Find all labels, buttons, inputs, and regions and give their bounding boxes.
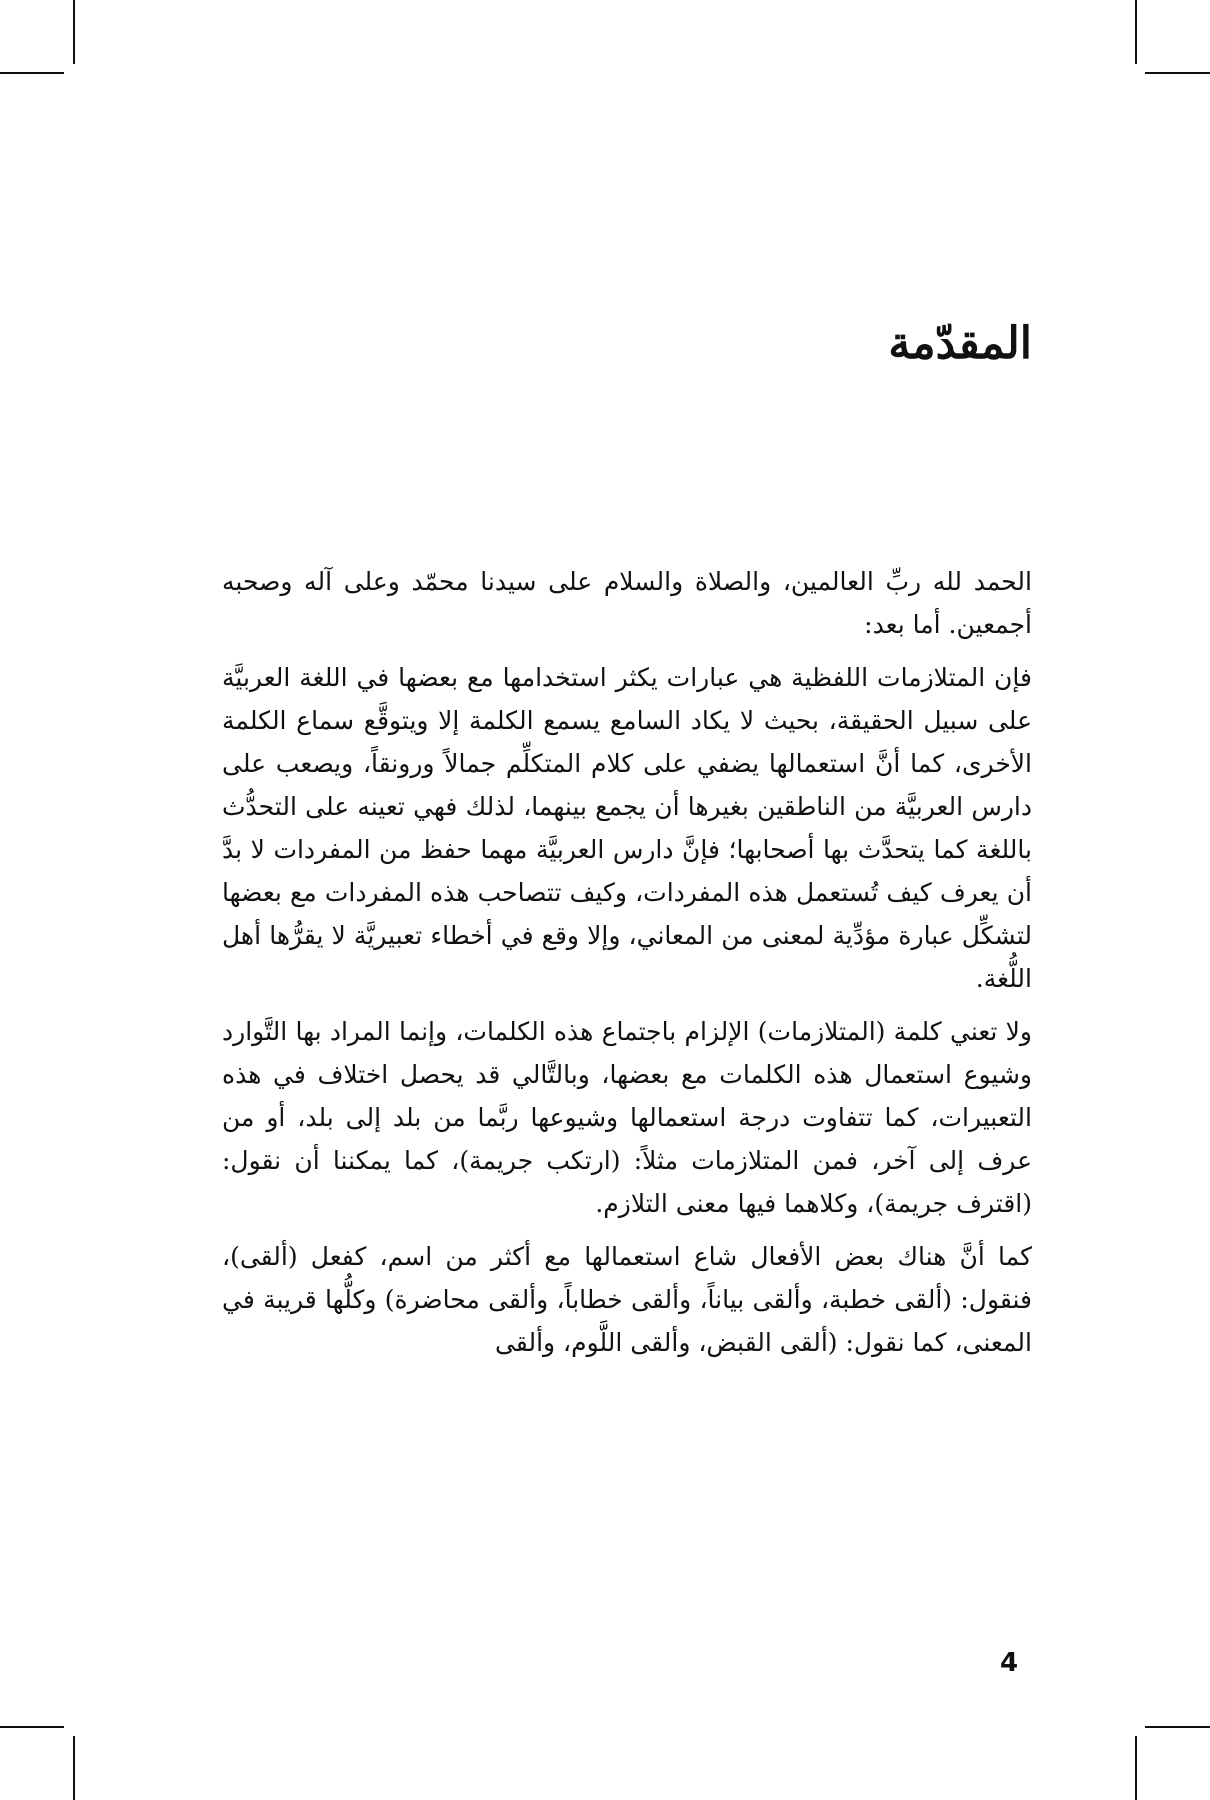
paragraph-examples: كما أنَّ هناك بعض الأفعال شاع استعمالها مع أكثر من اسم، كفعل (ألقى)، فنقول: (ألقى خطبة، وألقى بياناً، وألقى خطاباً، وألقى محاضرة) وكلُّها قريبة في المعنى، كما نقول: (ألقى القبض، وألقى اللَّوم، وألقى [222,1242,1032,1357]
crop-mark-top-right-horizontal [1145,72,1210,74]
paragraph-opening: الحمد لله ربِّ العالمين، والصلاة والسلام على سيدنا محمّد وعلى آله وصحبه أجمعين. أما بعد: [222,567,1032,639]
crop-mark-bottom-left-horizontal [0,1726,64,1728]
book-page [222,0,1032,1800]
crop-mark-top-right-vertical [1135,0,1137,64]
crop-mark-bottom-right-horizontal [1145,1726,1210,1728]
crop-mark-bottom-left-vertical [73,1736,75,1800]
chapter-title: المقدّمة [888,318,1032,369]
paragraph-meaning: ولا تعني كلمة (المتلازمات) الإلزام باجتماع هذه الكلمات، وإنما المراد بها التَّوارد وشيوع استعمال هذه الكلمات مع بعضها، وبالتَّالي قد يحصل اختلاف في هذه التعبيرات، كما تتفاوت درجة استعمالها وشيوعها ربَّما من بلد إلى بلد، أو من عرف إلى آخر، فمن المتلازمات مثلاً: (ارتكب جريمة)، كما يمكننا أن نقول: (اقترف جريمة)، وكلاهما فيها معنى التلازم. [222,1017,1032,1218]
crop-mark-bottom-right-vertical [1135,1736,1137,1800]
crop-mark-top-left-horizontal [0,72,64,74]
crop-mark-top-left-vertical [73,0,75,64]
body-text [222,560,1032,1374]
page-number: 4 [1000,1648,1019,1678]
paragraph-definition: فإن المتلازمات اللفظية هي عبارات يكثر استخدامها مع بعضها في اللغة العربيَّة على سبيل الحقيقة، بحيث لا يكاد السامع يسمع الكلمة إلا ويتوقَّع سماع الكلمة الأخرى، كما أنَّ استعمالها يضفي على كلام المتكلِّم جمالاً ورونقاً، ويصعب على دارس العربيَّة من الناطقين بغيرها أن يجمع بينهما، لذلك فهي تعينه على التحدُّث باللغة كما يتحدَّث بها أصحابها؛ فإنَّ دارس العربيَّة مهما حفظ من المفردات لا بدَّ أن يعرف كيف تُستعمل هذه المفردات، وكيف تتصاحب هذه المفردات مع بعضها لتشكِّل عبارة مؤدِّية لمعنى من المعاني، وإلا وقع في أخطاء تعبيريَّة لا يقرُّها أهل اللُّغة. [222,663,1032,993]
